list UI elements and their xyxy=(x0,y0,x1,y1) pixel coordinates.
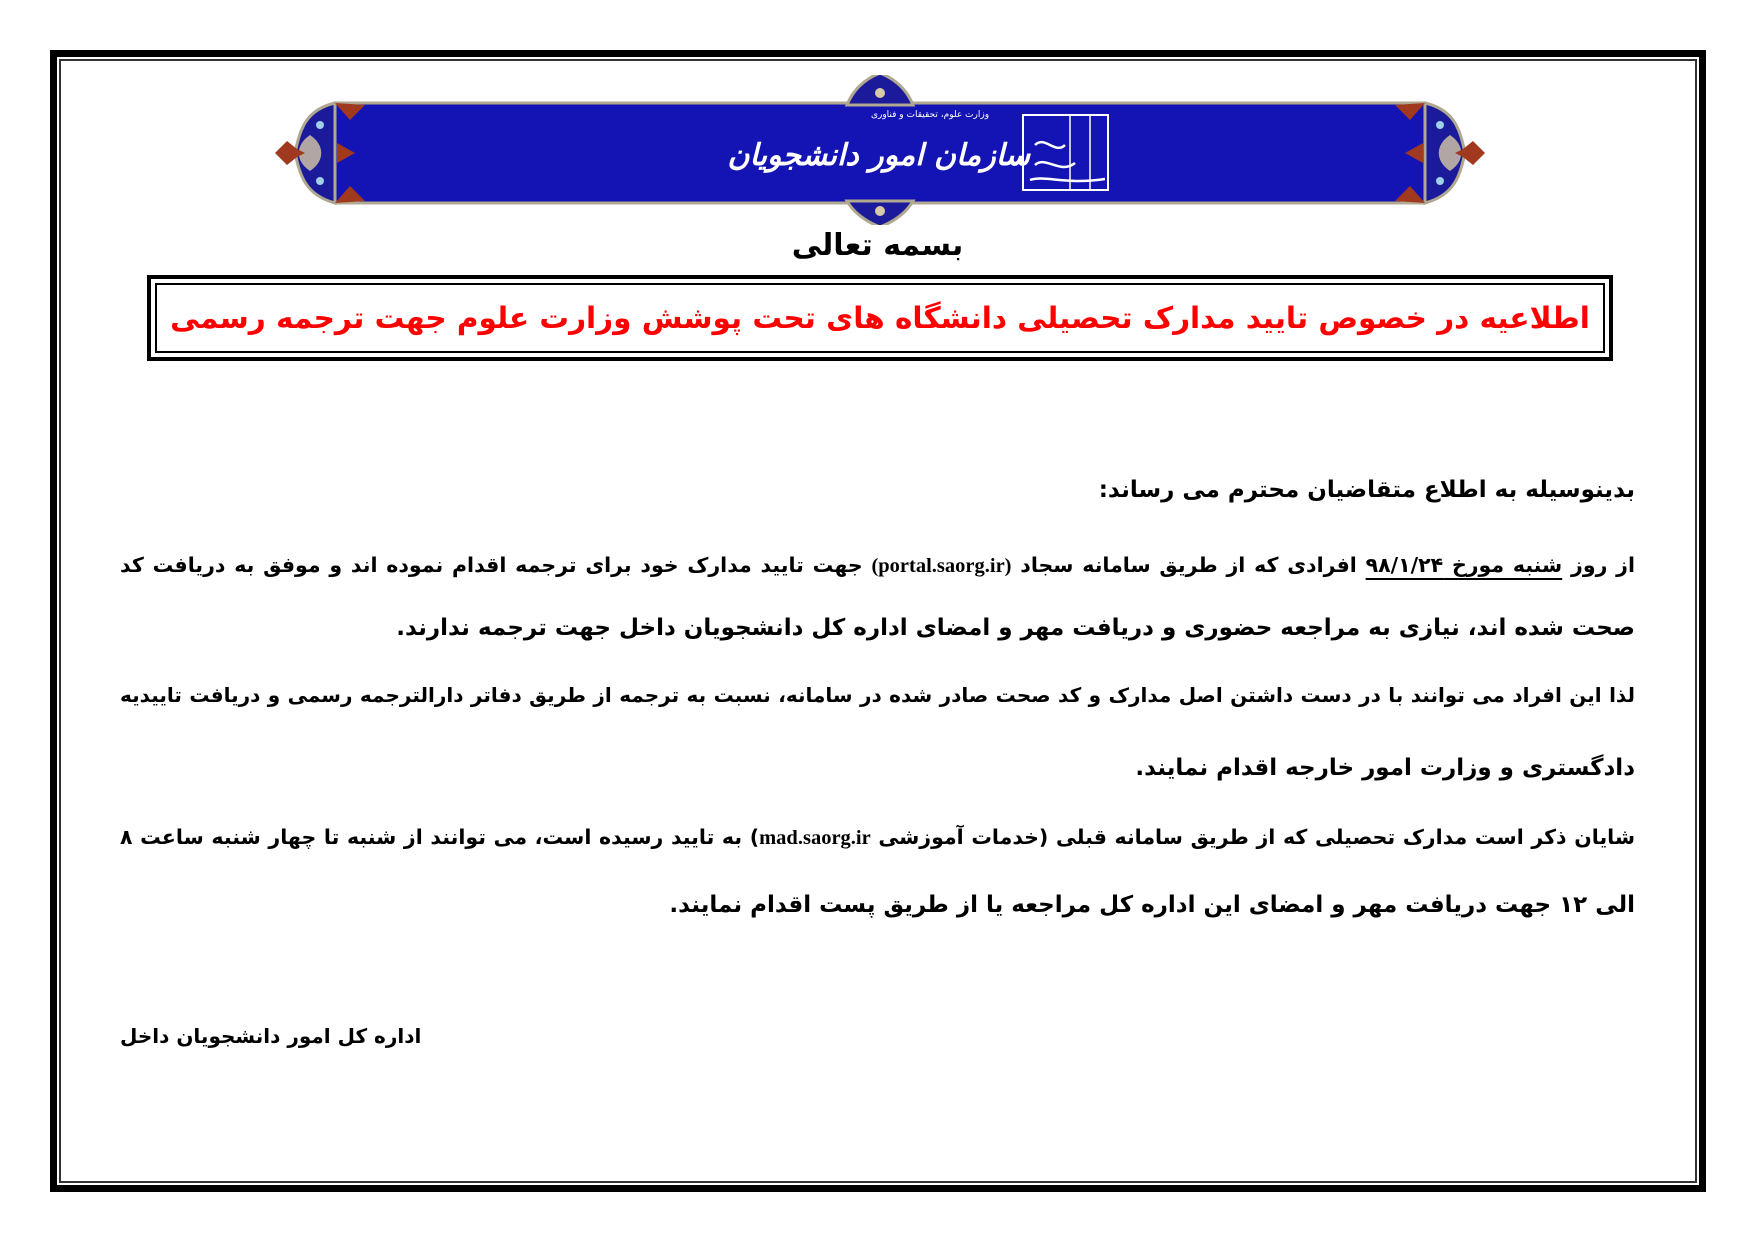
portal-url-text: (portal.saorg.ir) xyxy=(871,555,1012,577)
paragraph-1-line-2: صحت شده اند، نیازی به مراجعه حضوری و دریافت مهر و امضای اداره کل دانشجویان داخل جهت ترجمه ندارند. xyxy=(396,615,1635,641)
banner-org-name: سازمان امور دانشجویان xyxy=(727,138,1030,173)
medallion-top-icon xyxy=(847,75,913,105)
bismillah-heading: بسمه تعالی xyxy=(791,228,964,263)
p3-rest: ) به تایید رسیده است، می توانند از شنبه تا چهار شنبه ساعت ۸ xyxy=(120,825,760,849)
p3-prefix: شایان ذکر است مدارک تحصیلی که از طریق سامانه قبلی (خدمات آموزشی xyxy=(870,825,1635,849)
ornament-right-icon xyxy=(1395,103,1485,203)
ornament-left-icon xyxy=(275,103,365,203)
paragraph-1-line-1 xyxy=(120,549,1635,582)
p1-date-underlined: شنبه مورخ ۹۸/۱/۲۴ xyxy=(1365,553,1563,577)
paragraph-2-line-1: لذا این افراد می توانند با در دست داشتن اصل مدارک و کد صحت صادر شده در سامانه، نسبت به ترجمه از طریق دفاتر دارالترجمه رسمی و دریافت تاییدیه xyxy=(120,683,1635,707)
paragraph-3-line-2: الی ۱۲ جهت دریافت مهر و امضای این اداره کل مراجعه یا از طریق پست اقدام نمایند. xyxy=(669,892,1635,918)
medallion-bottom-icon xyxy=(847,201,913,225)
p1-rest: جهت تایید مدارک خود برای ترجمه اقدام نموده اند و موفق به دریافت کد xyxy=(120,553,872,577)
mad-url-text: mad.saorg.ir xyxy=(759,827,871,849)
title-box xyxy=(147,275,1613,361)
paragraph-2-line-2: دادگستری و وزارت امور خارجه اقدام نمایند. xyxy=(1135,755,1635,781)
paragraph-3-line-1 xyxy=(120,821,1635,854)
p1-mid: افرادی که از طریق سامانه سجاد xyxy=(1011,553,1366,577)
intro-line: بدینوسیله به اطلاع متقاضیان محترم می رساند: xyxy=(1098,477,1635,503)
p1-prefix: از روز xyxy=(1562,553,1635,577)
announcement-title: اطلاعیه در خصوص تایید مدارک تحصیلی دانشگاه های تحت پوشش وزارت علوم جهت ترجمه رسمی xyxy=(170,301,1590,335)
signature-office: اداره کل امور دانشجویان داخل xyxy=(120,1024,422,1048)
banner-ministry-text: وزارت علوم، تحقیقات و فناوری xyxy=(870,110,990,120)
